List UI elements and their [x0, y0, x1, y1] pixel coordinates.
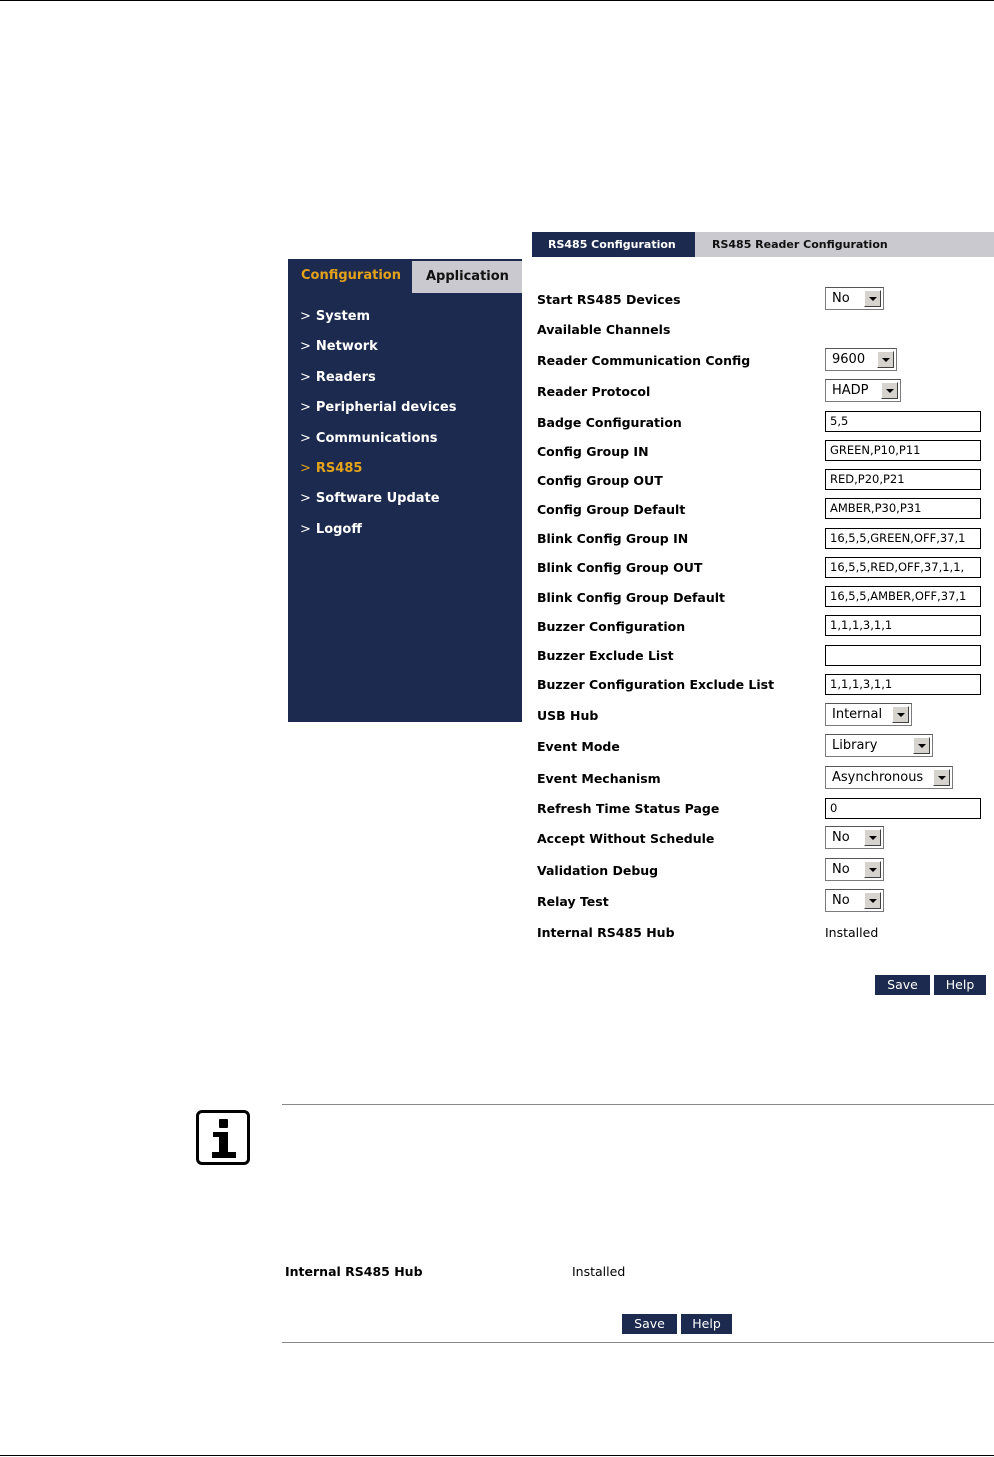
select-value: Library — [832, 738, 878, 753]
select-value: Internal — [832, 707, 883, 722]
top-rule — [0, 0, 994, 1]
help-button[interactable]: Help — [934, 975, 986, 995]
sidebar-item-label: Readers — [315, 369, 376, 385]
chevron-right-icon: > — [300, 369, 311, 385]
sidebar-item-network[interactable] — [300, 337, 456, 367]
info-icon-base — [212, 1152, 236, 1158]
select-value: HADP — [832, 383, 869, 398]
note-save-button[interactable]: Save — [622, 1314, 677, 1334]
refresh-time-status-page-label: Refresh Time Status Page — [537, 801, 720, 816]
usb-hub-label: USB Hub — [537, 708, 599, 723]
note-internal-rs485-hub-value: Installed — [572, 1264, 626, 1279]
buzzer-config-exclude-list-label: Buzzer Configuration Exclude List — [537, 677, 775, 692]
sidebar-item-readers[interactable] — [300, 368, 456, 398]
validation-debug-label: Validation Debug — [537, 863, 659, 878]
blink-config-group-out-label: Blink Config Group OUT — [537, 560, 703, 575]
refresh-time-status-page-field[interactable]: 0 — [825, 798, 981, 819]
reader-comm-config-label: Reader Communication Config — [537, 353, 751, 368]
buzzer-config-label: Buzzer Configuration — [537, 619, 686, 634]
tab-rs485-reader-configuration[interactable]: RS485 Reader Configuration — [712, 238, 888, 251]
select-value: 9600 — [832, 352, 866, 367]
sidebar-item-label: Software Update — [315, 491, 440, 507]
event-mechanism-label: Event Mechanism — [537, 771, 661, 786]
sidebar-item-label: RS485 — [315, 460, 363, 476]
blink-config-group-out-field[interactable]: 16,5,5,RED,OFF,37,1,1, — [825, 557, 981, 578]
select-value: No — [832, 830, 850, 845]
sidebar-item-label: Logoff — [315, 521, 362, 537]
tab-rs485-configuration[interactable]: RS485 Configuration — [532, 232, 695, 257]
blink-config-group-in-field[interactable]: 16,5,5,GREEN,OFF,37,1 — [825, 528, 981, 549]
chevron-down-icon — [864, 861, 881, 878]
chevron-right-icon: > — [300, 430, 311, 446]
relay-test-select[interactable] — [825, 889, 884, 912]
chevron-right-icon: > — [300, 309, 311, 324]
buzzer-exclude-list-field[interactable] — [825, 645, 981, 666]
accept-without-schedule-select[interactable] — [825, 826, 884, 849]
note-bottom-rule — [282, 1342, 994, 1343]
chevron-down-icon — [892, 706, 909, 723]
chevron-down-icon — [933, 769, 950, 786]
config-group-out-label: Config Group OUT — [537, 473, 663, 488]
save-button[interactable]: Save — [875, 975, 930, 995]
info-icon-stem — [219, 1132, 228, 1153]
blink-config-group-default-label: Blink Config Group Default — [537, 590, 725, 605]
sidebar-item-system[interactable] — [300, 307, 456, 337]
sidebar-item-rs485[interactable] — [300, 459, 456, 489]
sidebar-tabs — [288, 259, 522, 293]
chevron-right-icon: > — [300, 521, 311, 537]
note-internal-rs485-hub-label: Internal RS485 Hub — [285, 1264, 423, 1279]
sidebar-item-label: System — [315, 309, 371, 324]
chevron-down-icon — [913, 737, 930, 754]
reader-protocol-select[interactable] — [825, 379, 901, 402]
reader-protocol-label: Reader Protocol — [537, 384, 651, 399]
note-help-button[interactable]: Help — [681, 1314, 732, 1334]
usb-hub-select[interactable] — [825, 703, 912, 726]
select-value: Asynchronous — [832, 770, 924, 785]
info-icon — [196, 1110, 250, 1165]
config-group-in-field[interactable]: GREEN,P10,P11 — [825, 440, 981, 461]
chevron-down-icon — [864, 829, 881, 846]
blink-config-group-default-field[interactable]: 16,5,5,AMBER,OFF,37,1 — [825, 586, 981, 607]
tab-configuration[interactable]: Configuration — [288, 259, 412, 293]
select-value: No — [832, 893, 850, 908]
sidebar-item-logoff[interactable] — [300, 520, 456, 550]
config-group-default-label: Config Group Default — [537, 502, 686, 517]
event-mechanism-select[interactable] — [825, 766, 953, 789]
reader-comm-config-select[interactable] — [825, 348, 897, 371]
sidebar-item-communications[interactable] — [300, 429, 456, 459]
config-group-default-field[interactable]: AMBER,P30,P31 — [825, 498, 981, 519]
start-rs485-devices-label: Start RS485 Devices — [537, 292, 681, 307]
accept-without-schedule-label: Accept Without Schedule — [537, 831, 715, 846]
note-top-rule — [282, 1104, 994, 1105]
chevron-down-icon — [877, 351, 894, 368]
event-mode-select[interactable] — [825, 734, 933, 757]
internal-rs485-hub-label: Internal RS485 Hub — [537, 925, 675, 940]
chevron-right-icon: > — [300, 400, 311, 416]
chevron-down-icon — [864, 290, 881, 307]
chevron-right-icon: > — [300, 460, 311, 476]
badge-config-label: Badge Configuration — [537, 415, 682, 430]
bottom-rule — [0, 1455, 994, 1456]
start-rs485-devices-select[interactable] — [825, 287, 884, 310]
sidebar-item-peripherial-devices[interactable] — [300, 398, 456, 428]
blink-config-group-in-label: Blink Config Group IN — [537, 531, 689, 546]
tab-application[interactable]: Application — [412, 261, 522, 293]
select-value: No — [832, 862, 850, 877]
badge-config-field[interactable]: 5,5 — [825, 411, 981, 432]
chevron-down-icon — [881, 382, 898, 399]
buzzer-config-exclude-list-field[interactable]: 1,1,1,3,1,1 — [825, 674, 981, 695]
event-mode-label: Event Mode — [537, 739, 620, 754]
config-group-in-label: Config Group IN — [537, 444, 649, 459]
info-icon-dot — [219, 1119, 228, 1128]
chevron-right-icon: > — [300, 339, 311, 355]
chevron-right-icon: > — [300, 491, 311, 507]
sidebar-item-label: Peripherial devices — [315, 400, 457, 416]
sidebar-item-label: Communications — [315, 430, 438, 446]
relay-test-label: Relay Test — [537, 894, 609, 909]
buzzer-config-field[interactable]: 1,1,1,3,1,1 — [825, 615, 981, 636]
config-group-out-field[interactable]: RED,P20,P21 — [825, 469, 981, 490]
internal-rs485-hub-value: Installed — [825, 925, 879, 940]
buzzer-exclude-list-label: Buzzer Exclude List — [537, 648, 674, 663]
available-channels-label: Available Channels — [537, 322, 671, 337]
chevron-down-icon — [864, 892, 881, 909]
validation-debug-select[interactable] — [825, 858, 884, 881]
sidebar-item-software-update[interactable] — [300, 489, 456, 519]
sidebar-item-label: Network — [315, 339, 378, 355]
select-value: No — [832, 291, 850, 306]
sidebar-menu — [300, 307, 456, 550]
sidebar — [288, 259, 522, 722]
top-tab-bar — [532, 232, 994, 257]
